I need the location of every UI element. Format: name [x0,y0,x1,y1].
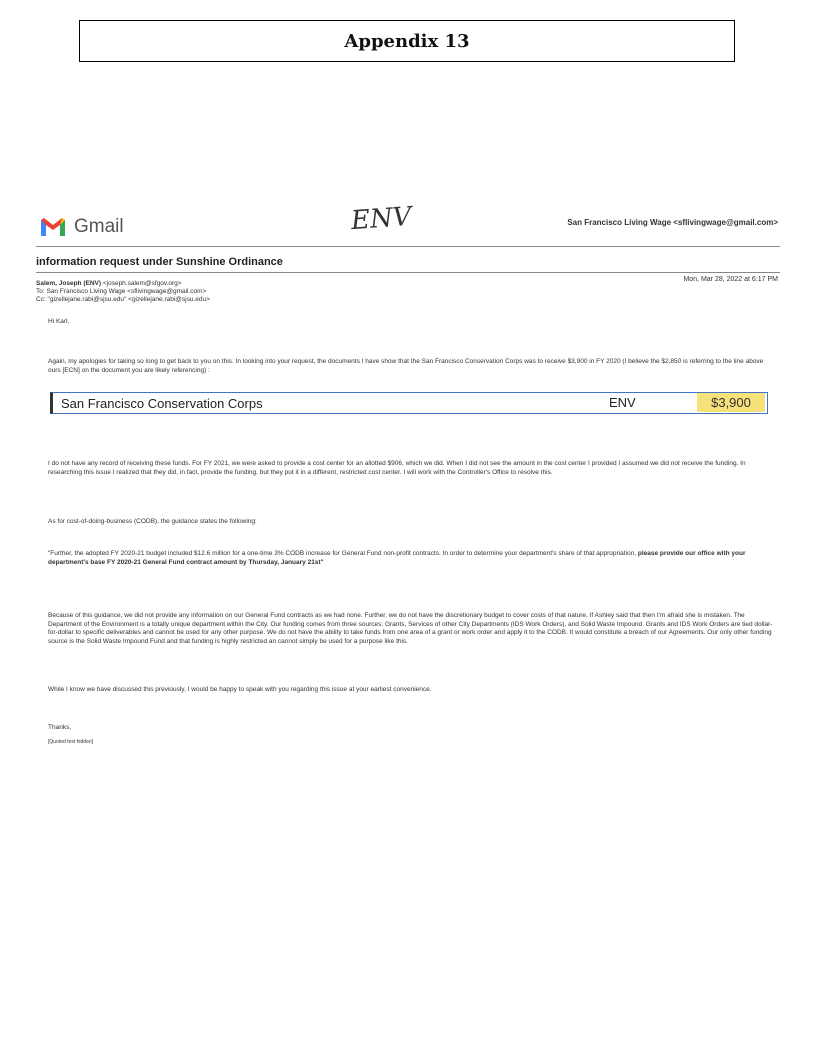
greeting: Hi Karl, [48,318,70,325]
paragraph-4: Because of this guidance, we did not provide any information on our General Fund contracts as we had none. Further, we do not have the discretionary budget to cover costs of that nature. If Ashley said that then I'm afraid she is mistaken. The Department of the Environment is a totally unique department within the City. Our funding comes from three sources: Grants, Services of other City Departments (IDS Work Orders), and Solid Waste Impound. Grants and IDS Work Orders are tied dollar-for-dollar to specific deliverables and cannot be used for any other purpose. We do not have the ability to take funds from one area of a grant or work order and apply it to the CODB. It would constitute a breach of our Agreements. Our only other funding source is the Solid Waste Impound Fund and that funding is highly restricted an cannot simply be used for a purpose like this. [48,612,773,645]
email-subject: information request under Sunshine Ordinance [36,256,283,268]
paragraph-3: As for cost-of-doing-business (CODB), the guidance states the following: [48,518,257,525]
account-header: San Francisco Living Wage <sflivingwage@gmail.com> [567,218,778,227]
appendix-header [79,20,735,62]
codb-quote [48,550,774,567]
paragraph-2: I do not have any record of receiving these funds. For FY 2021, we were asked to provide a cost center for an allotted $906, which we did. When I did not see the amount in the cost center I provided I assumed we did not receive the funding. In researching this issue I realized that they did, in fact, provide the funding, but they put it in a different, restricted cost center. I will work with the Controller's Office to resolve this. [48,460,746,476]
table-org-cell: San Francisco Conservation Corps [61,396,263,411]
gmail-m-icon [40,217,66,237]
to-line: To: San Francisco Living Wage <sflivingwage@gmail.com> [36,288,207,295]
quote-text: "Further, the adopted FY 2020-21 budget included $12.6 million for a one-time 3% CODB increase for General Fund non-profit contracts. In order to determine your department's share of that appropriation, [48,550,638,557]
gmail-logo [40,216,124,238]
sender-line [36,280,210,288]
quote-emphasis: please provide our office with your department's base FY 2020-21 General Fund contract amount by Thursday, January 21st" [48,550,746,566]
cc-line: Cc: "gizellejane.rabi@sjsu.edu" <gizellejane.rabi@sjsu.edu> [36,296,210,303]
divider [36,272,780,273]
closing: Thanks, [48,724,72,731]
table-dept-cell: ENV [609,395,636,410]
appendix-title: Appendix 13 [344,30,470,52]
table-amount-cell: $3,900 [697,393,765,412]
email-recipients [36,280,210,304]
email-date: Mon, Mar 28, 2022 at 6:17 PM [683,276,778,283]
divider [36,246,780,247]
sender-name: Salem, Joseph (ENV) [36,280,102,287]
sender-email: <joseph.salem@sfgov.org> [102,280,182,287]
gmail-wordmark: Gmail [74,216,124,237]
paragraph-1: Again, my apologies for taking so long to get back to you on this. In looking into your request, the documents I have show that the San Francisco Conservation Corps was to receive $3,900 in FY 2020 (I believe the $2,850 is referring to the line above ours [ECN] on the document you are likely referencing) : [48,358,764,374]
paragraph-5: While I know we have discussed this previously, I would be happy to speak with you regarding this issue at your earliest convenience. [48,686,432,693]
scanned-email [36,196,780,756]
funding-table-row [50,392,768,414]
quoted-text-link[interactable]: [Quoted text hidden] [48,739,94,745]
handwritten-note: ENV [350,201,413,237]
